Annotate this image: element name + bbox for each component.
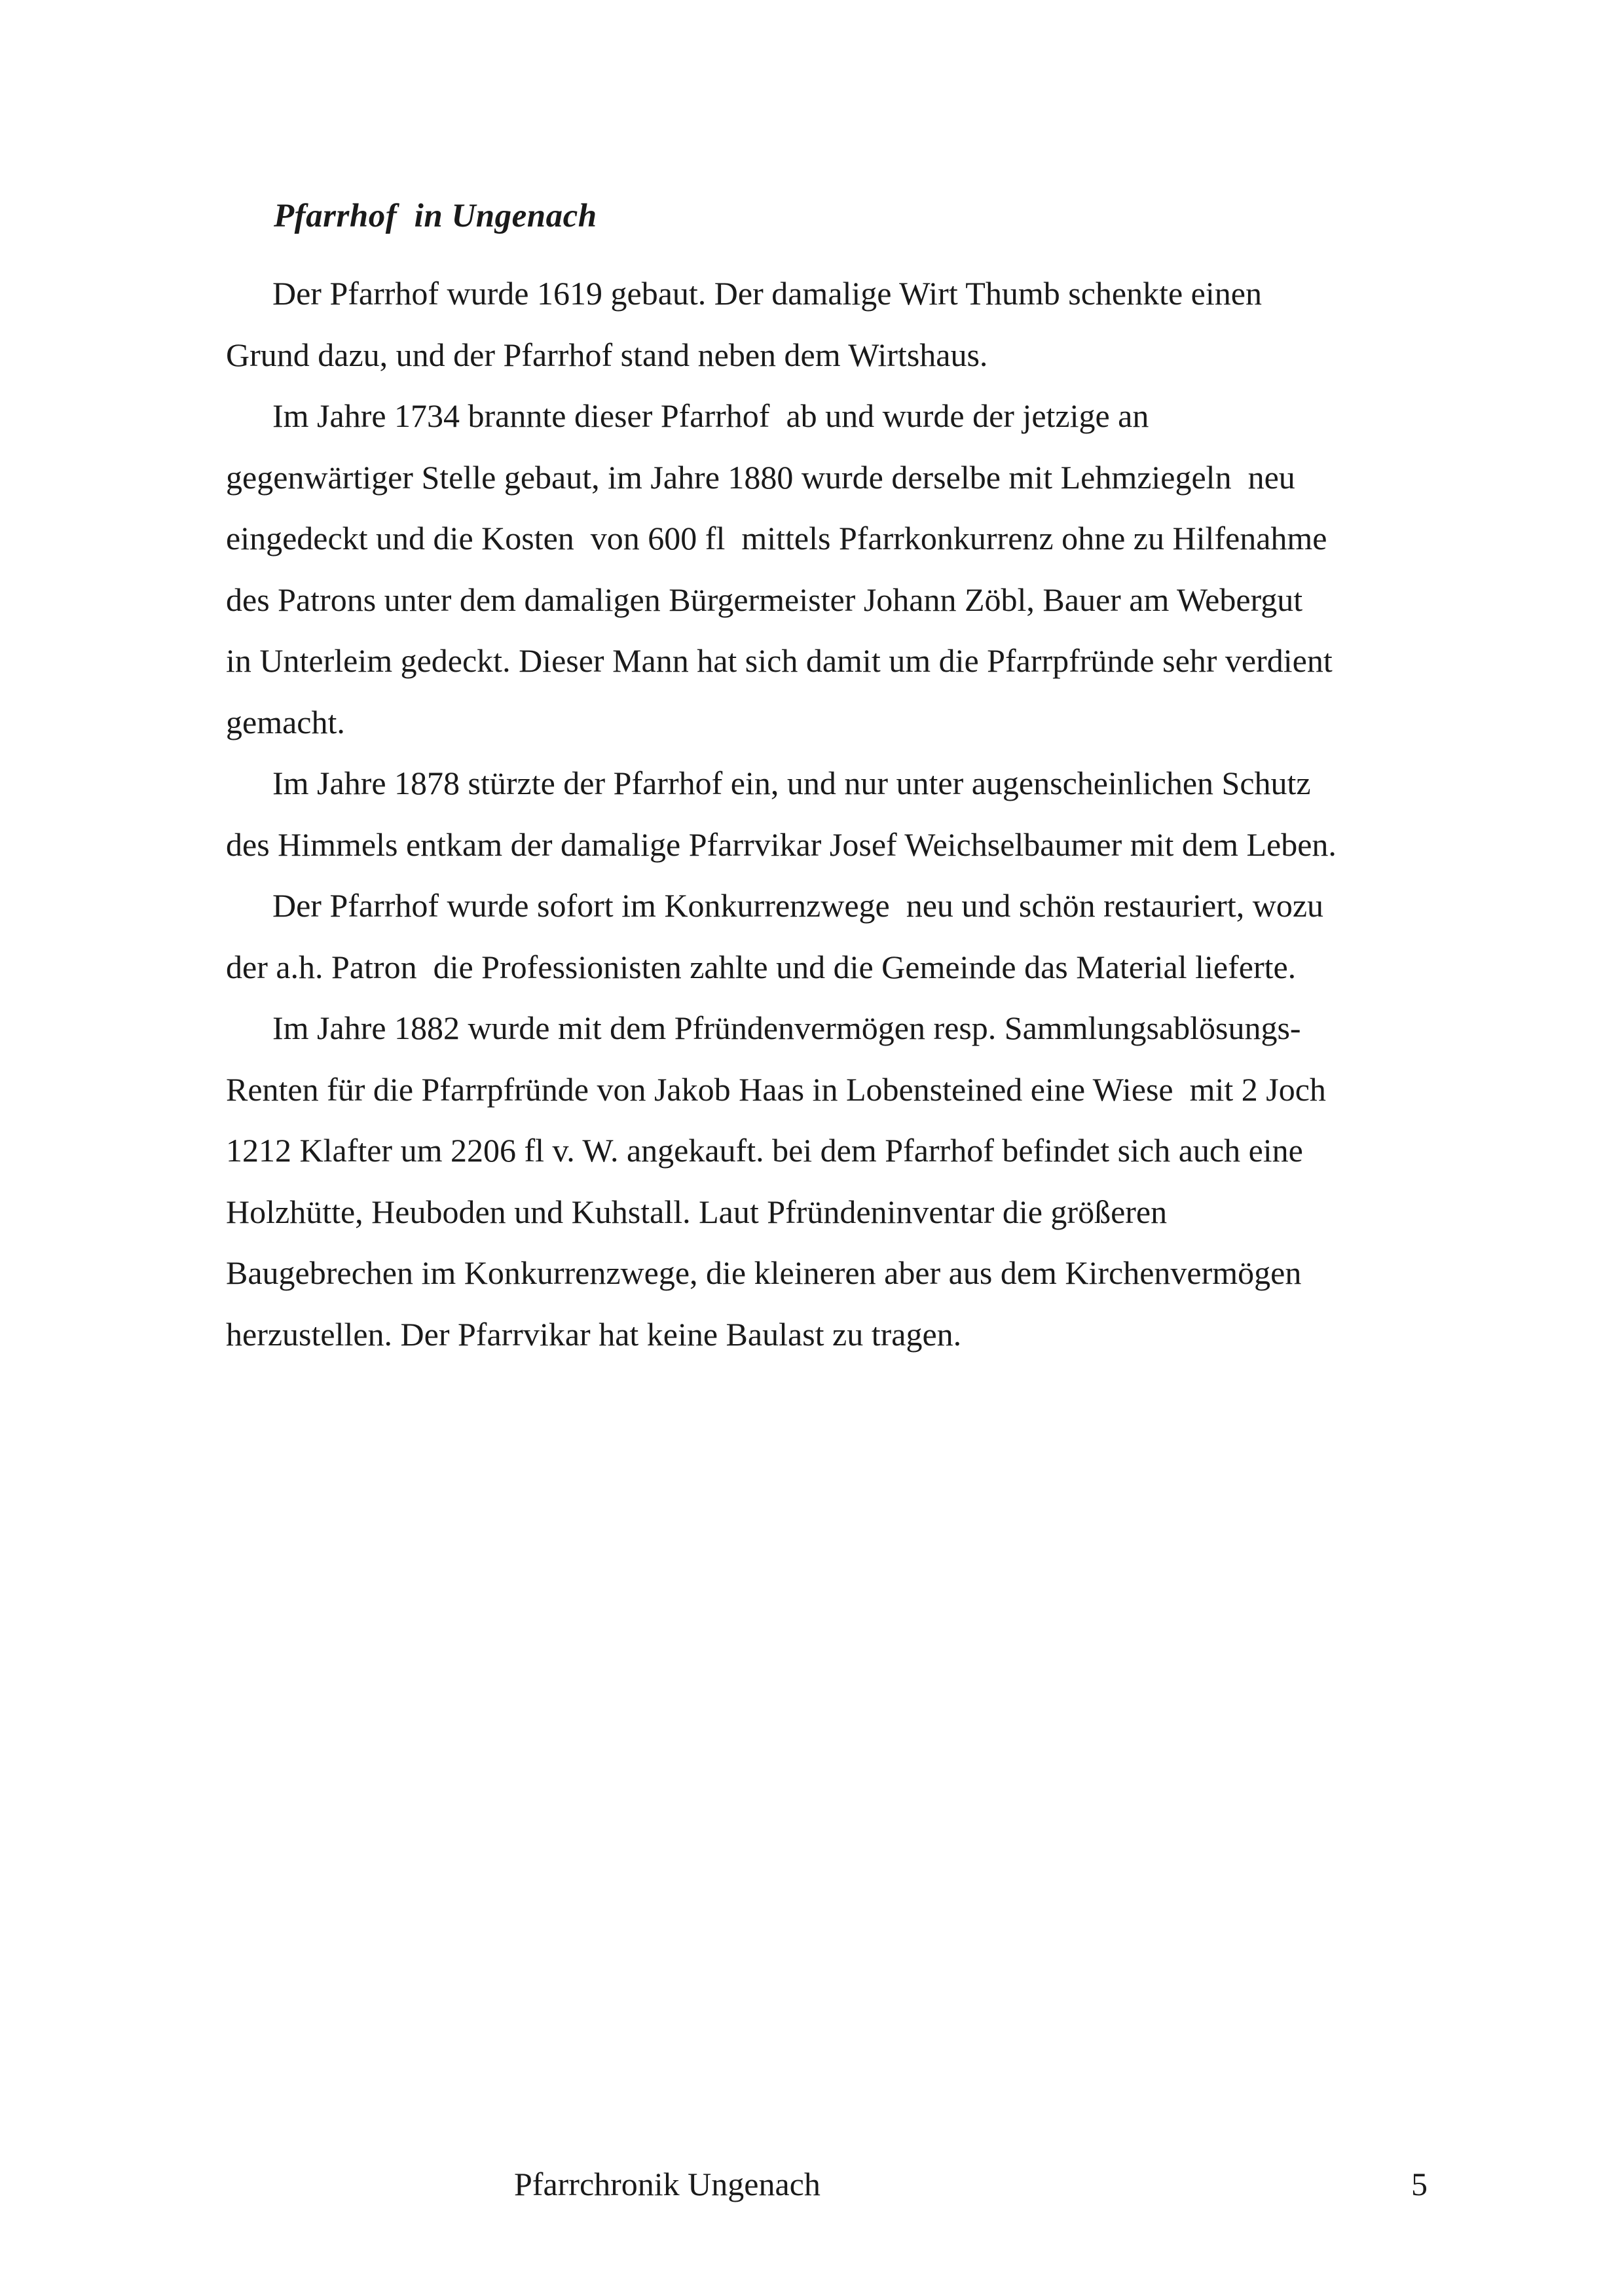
text-line: gemacht. (226, 703, 345, 740)
text-line: Im Jahre 1878 stürzte der Pfarrhof ein, und nur unter augenscheinlichen Schutz (272, 765, 1311, 801)
footer-running-title: Pfarrchronik Ungenach (514, 2166, 821, 2202)
text-line: Baugebrechen im Konkurrenzwege, die kleineren aber aus dem Kirchenvermögen (226, 1254, 1302, 1291)
text-line: Holzhütte, Heuboden und Kuhstall. Laut Pfründeninventar die größeren (226, 1193, 1168, 1230)
text-line: Im Jahre 1734 brannte dieser Pfarrhof ab und wurde der jetzige an (272, 397, 1149, 434)
text-line: Der Pfarrhof wurde sofort im Konkurrenzwege neu und schön restauriert, wozu (272, 887, 1324, 924)
text-line: gegenwärtiger Stelle gebaut, im Jahre 1880 wurde derselbe mit Lehmziegeln neu (226, 458, 1295, 496)
text-line: 1212 Klafter um 2206 fl v. W. angekauft. bei dem Pfarrhof befindet sich auch eine (226, 1132, 1303, 1169)
body-text (226, 263, 1444, 1365)
text-line: herzustellen. Der Pfarrvikar hat keine Baulast zu tragen. (226, 1315, 962, 1353)
section-heading: Pfarrhof in Ungenach (274, 198, 597, 234)
text-line: Renten für die Pfarrpfründe von Jakob Haas in Lobensteined eine Wiese mit 2 Joch (226, 1070, 1326, 1108)
text-line: des Patrons unter dem damaligen Bürgermeister Johann Zöbl, Bauer am Webergut (226, 581, 1303, 618)
text-line: Grund dazu, und der Pfarrhof stand neben dem Wirtshaus. (226, 336, 988, 373)
page-number: 5 (1411, 2166, 1428, 2202)
text-line: Der Pfarrhof wurde 1619 gebaut. Der damalige Wirt Thumb schenkte einen (272, 275, 1262, 312)
text-line: der a.h. Patron die Professionisten zahlte und die Gemeinde das Material lieferte. (226, 948, 1297, 985)
text-line: in Unterleim gedeckt. Dieser Mann hat sich damit um die Pfarrpfründe sehr verdient (226, 642, 1333, 679)
text-line: des Himmels entkam der damalige Pfarrvikar Josef Weichselbaumer mit dem Leben. (226, 826, 1337, 863)
text-line: Im Jahre 1882 wurde mit dem Pfründenvermögen resp. Sammlungsablösungs- (272, 1010, 1301, 1046)
text-line: eingedeckt und die Kosten von 600 fl mittels Pfarrkonkurrenz ohne zu Hilfenahme (226, 520, 1327, 556)
